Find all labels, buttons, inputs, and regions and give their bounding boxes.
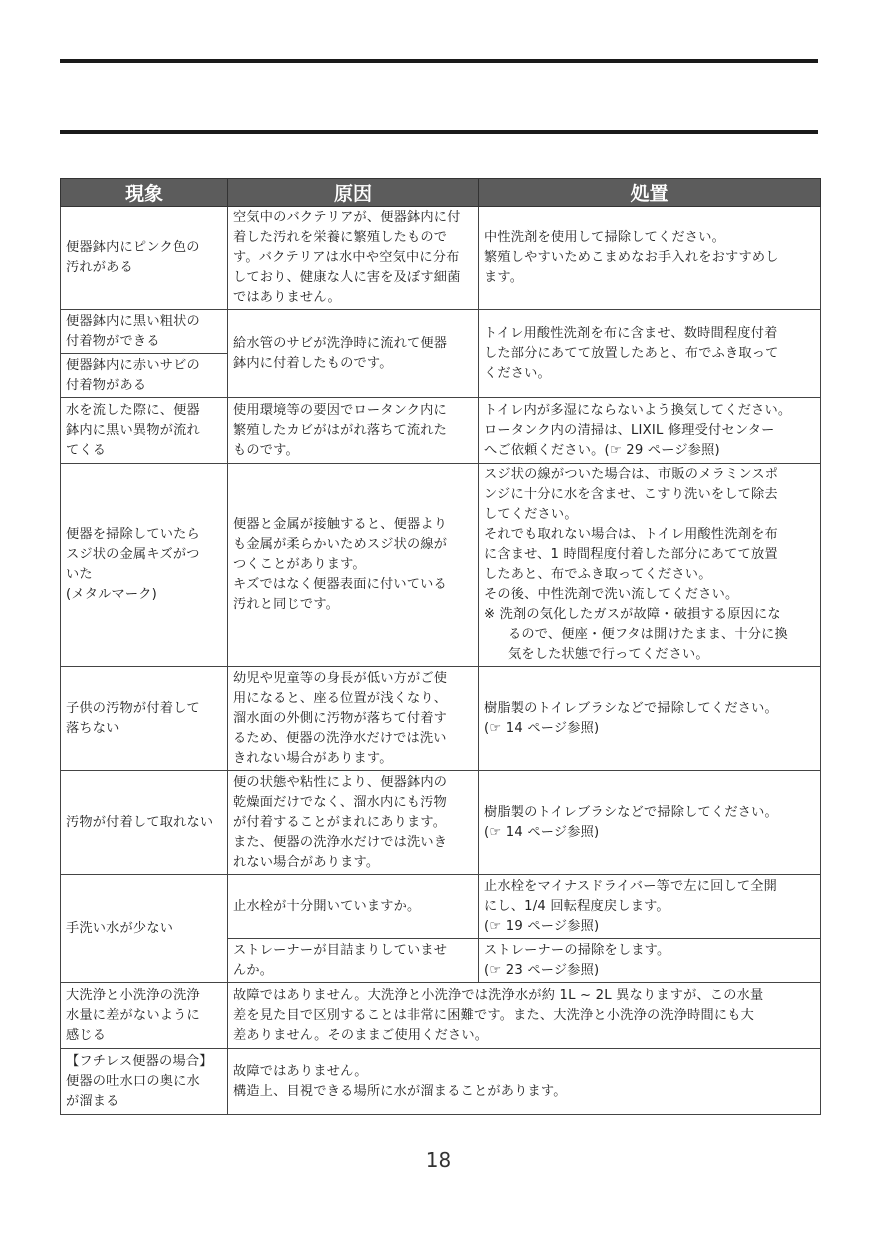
phenomenon-cell: 水を流した際に、便器 鉢内に黒い異物が流れ てくる xyxy=(61,398,228,464)
table-row xyxy=(61,207,821,310)
page-number: 18 xyxy=(425,1148,452,1172)
remedy-cell: ストレーナーの掃除をします。 (☞ 23 ページ参照) xyxy=(479,939,821,983)
phenomenon-cell: 便器鉢内に黒い粗状の 付着物ができる xyxy=(61,310,228,354)
table-row xyxy=(61,310,821,354)
table-row xyxy=(61,398,821,464)
remedy-text: スジ状の線がついた場合は、市販のメラミンスポ ンジに十分に水を含ませ、こすり洗いをして除去 してください。 それでも取れない場合は、トイレ用酸性洗剤を布 に含ませ、1 時間程度付着した部分にあてて放置 したあと、布でふき取ってください。 その後、中性洗剤で洗い流してください。 xyxy=(484,467,779,602)
phenomenon-cell: 便器鉢内に赤いサビの 付着物がある xyxy=(61,354,228,398)
caution-note: ※ 洗剤の気化したガスが故障・破損する原因にな るので、便座・便フタは開けたまま、十分に換 気をした状態で行ってください。 xyxy=(484,607,788,662)
cause-cell: 止水栓が十分開いていますか。 xyxy=(228,875,479,939)
table-row xyxy=(61,983,821,1049)
remedy-cell xyxy=(479,464,821,667)
header-cause: 原因 xyxy=(228,179,479,207)
cause-cell: 便の状態や粘性により、便器鉢内の 乾燥面だけでなく、溜水内にも汚物 が付着することがまれにあります。 また、便器の洗浄水だけでは洗いき れない場合があります。 xyxy=(228,771,479,875)
phenomenon-cell: 子供の汚物が付着して 落ちない xyxy=(61,667,228,771)
header-phenomenon: 現象 xyxy=(61,179,228,207)
phenomenon-cell: 便器鉢内にピンク色の 汚れがある xyxy=(61,207,228,310)
phenomenon-cell: 手洗い水が少ない xyxy=(61,875,228,983)
troubleshooting-table xyxy=(60,178,821,1115)
remedy-cell: 樹脂製のトイレブラシなどで掃除してください。 (☞ 14 ページ参照) xyxy=(479,771,821,875)
table-row xyxy=(61,667,821,771)
cause-cell: 空気中のバクテリアが、便器鉢内に付 着した汚れを栄養に繁殖したもので す。バクテリアは水中や空気中に分布 しており、健康な人に害を及ぼす細菌 ではありません。 xyxy=(228,207,479,310)
table-row xyxy=(61,875,821,939)
header-rule xyxy=(60,130,818,134)
cause-cell: 給水管のサビが洗浄時に流れて便器 鉢内に付着したものです。 xyxy=(228,310,479,398)
remedy-cell: トイレ内が多湿にならないよう換気してください。 ロータンク内の清掃は、LIXIL 修理受付センター へご依頼ください。(☞ 29 ページ参照) xyxy=(479,398,821,464)
table-row xyxy=(61,1049,821,1115)
phenomenon-cell: 汚物が付着して取れない xyxy=(61,771,228,875)
table-header-row xyxy=(61,179,821,207)
cause-cell: 幼児や児童等の身長が低い方がご使 用になると、座る位置が浅くなり、 溜水面の外側に汚物が落ちて付着す るため、便器の洗浄水だけでは洗い きれない場合があります。 xyxy=(228,667,479,771)
remedy-cell: 樹脂製のトイレブラシなどで掃除してください。 (☞ 14 ページ参照) xyxy=(479,667,821,771)
cause-cell: 使用環境等の要因でロータンク内に 繁殖したカビがはがれ落ちて流れた ものです。 xyxy=(228,398,479,464)
cause-cell: 便器と金属が接触すると、便器より も金属が柔らかいためスジ状の線が つくことがあります。 キズではなく便器表面に付いている 汚れと同じです。 xyxy=(228,464,479,667)
header-remedy: 処置 xyxy=(479,179,821,207)
remedy-cell: 止水栓をマイナスドライバー等で左に回して全開 にし、1/4 回転程度戻します。 (☞ 19 ページ参照) xyxy=(479,875,821,939)
remedy-cell: 故障ではありません。 構造上、目視できる場所に水が溜まることがあります。 xyxy=(228,1049,821,1115)
table-row xyxy=(61,464,821,667)
top-rule xyxy=(60,59,818,63)
phenomenon-cell: 【フチレス便器の場合】 便器の吐水口の奥に水 が溜まる xyxy=(61,1049,228,1115)
remedy-cell: 故障ではありません。大洗浄と小洗浄では洗浄水が約 1L ~ 2L 異なりますが、この水量 差を見た目で区別することは非常に困難です。また、大洗浄と小洗浄の洗浄時間にも大 差ありません。そのままご使用ください。 xyxy=(228,983,821,1049)
phenomenon-cell: 大洗浄と小洗浄の洗浄 水量に差がないように 感じる xyxy=(61,983,228,1049)
remedy-cell: 中性洗剤を使用して掃除してください。 繁殖しやすいためこまめなお手入れをおすすめし ます。 xyxy=(479,207,821,310)
remedy-cell: トイレ用酸性洗剤を布に含ませ、数時間程度付着 した部分にあてて放置したあと、布でふき取って ください。 xyxy=(479,310,821,398)
table-row xyxy=(61,771,821,875)
phenomenon-cell: 便器を掃除していたら スジ状の金属キズがつ いた (メタルマーク) xyxy=(61,464,228,667)
cause-cell: ストレーナーが目詰まりしていませ んか。 xyxy=(228,939,479,983)
